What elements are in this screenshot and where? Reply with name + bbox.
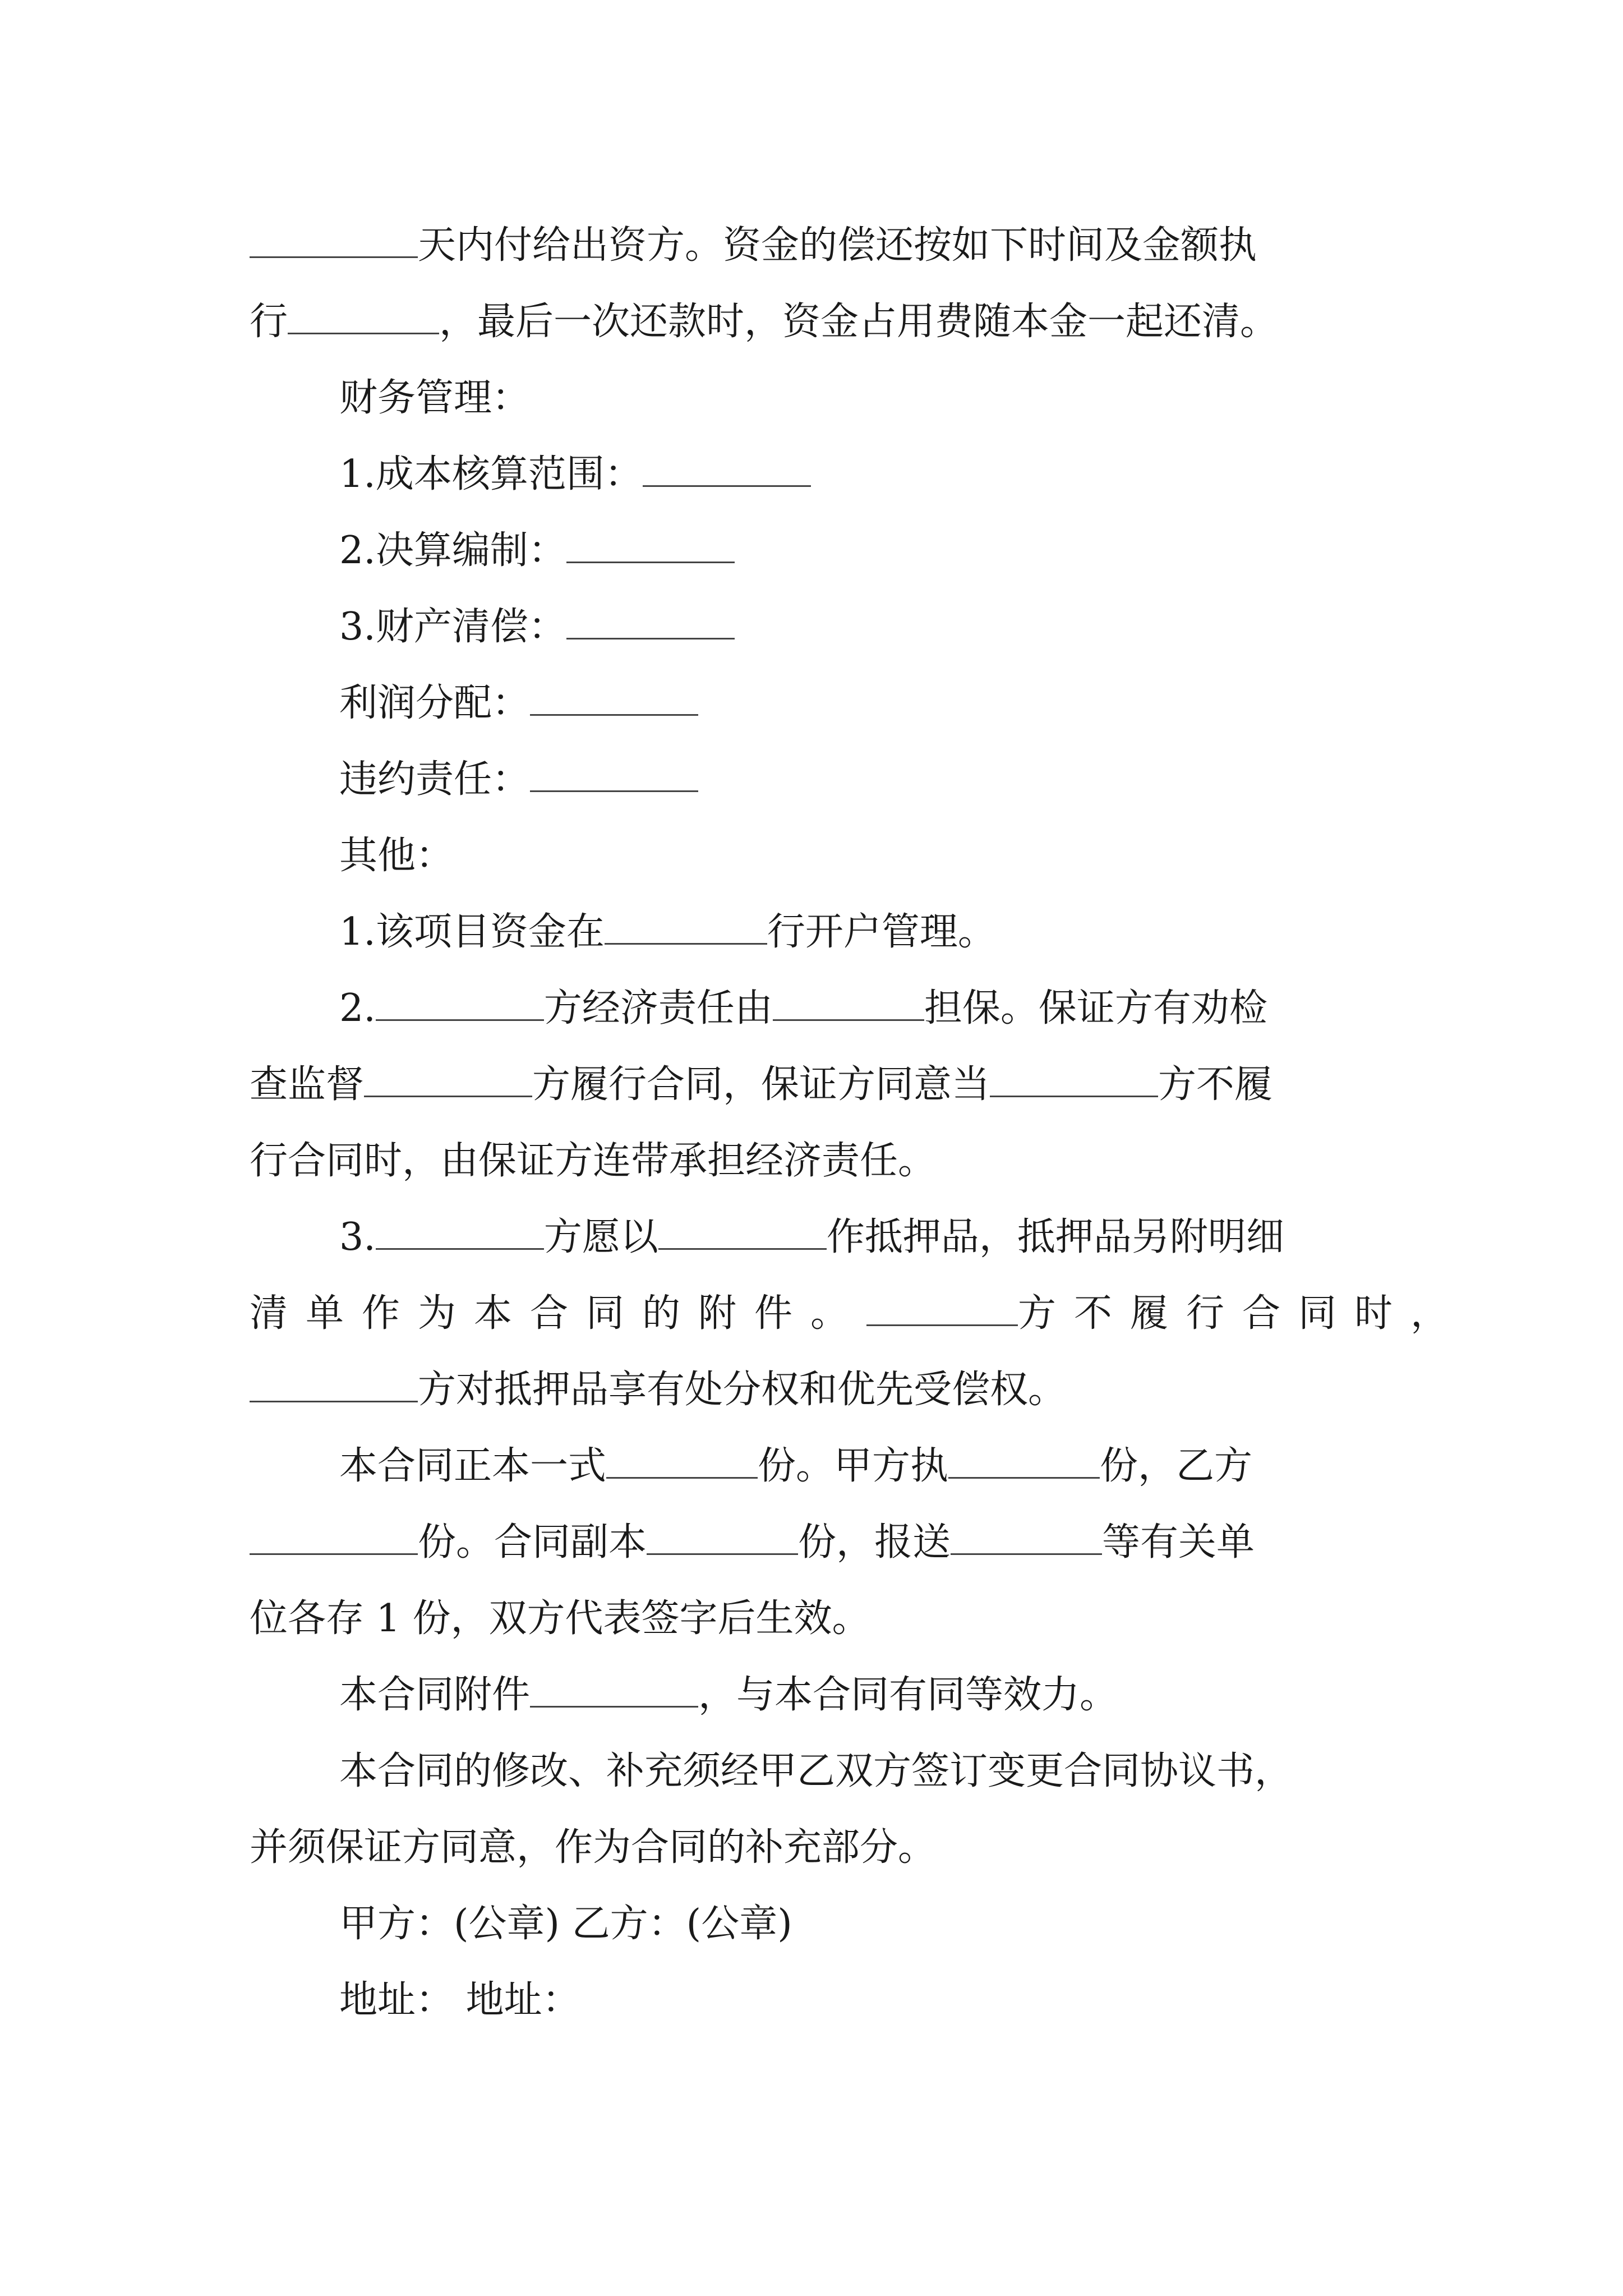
blank-field[interactable]	[288, 300, 439, 334]
breach-liability: 违约责任：	[250, 742, 1388, 818]
profit-distribution: 利润分配：	[250, 665, 1388, 742]
blank-field[interactable]	[364, 1063, 532, 1097]
other-item-3-line1: 3. 方愿以 作抵押品，抵押品另附明细	[339, 1215, 1284, 1259]
paragraph-repayment-line2: 行 ，最后一次还款时，资金占用费随本金一起还清。	[250, 300, 1279, 344]
copies-line2: 份。合同副本 份，报送 等有关单	[250, 1504, 1388, 1581]
copies-line1: 本合同正本一式 份。甲方执 份，乙方	[339, 1444, 1253, 1488]
amendment-line1: 本合同的修改、补充须经甲乙双方签订变更合同协议书，	[339, 1749, 1293, 1793]
blank-field[interactable]	[951, 1521, 1102, 1555]
blank-field[interactable]	[606, 1444, 758, 1479]
other-heading: 其他：	[339, 834, 454, 878]
blank-field[interactable]	[948, 1444, 1100, 1479]
item-settlement: 2.决算编制：	[250, 513, 1388, 589]
blank-field[interactable]	[773, 987, 924, 1021]
blank-field[interactable]	[250, 1521, 418, 1555]
blank-field[interactable]	[530, 682, 698, 716]
blank-field[interactable]	[647, 1521, 798, 1555]
blank-field[interactable]	[530, 758, 698, 792]
blank-field[interactable]	[250, 224, 418, 258]
blank-field[interactable]	[566, 529, 735, 563]
address-line: 地址： 地址：	[339, 1978, 580, 2022]
other-item-1: 1.该项目资金在 行开户管理。	[339, 910, 996, 954]
blank-field[interactable]	[376, 1216, 544, 1250]
item-cost-scope: 1.成本核算范围：	[250, 436, 1388, 513]
other-item-2-line1: 2. 方经济责任由 担保。保证方有劝检	[339, 986, 1267, 1030]
annex-line: 本合同附件 ，与本合同有同等效力。	[339, 1673, 1118, 1717]
amendment-line2: 并须保证方同意，作为合同的补充部分。	[250, 1825, 937, 1870]
blank-field[interactable]	[990, 1063, 1158, 1097]
blank-field[interactable]	[643, 453, 811, 487]
other-item-2-line2: 查监督 方履行合同，保证方同意当 方不履	[250, 1062, 1273, 1107]
blank-field[interactable]	[376, 987, 544, 1021]
party-seal-line: 甲方：(公章) 乙方：(公章)	[339, 1902, 792, 1946]
blank-field[interactable]	[866, 1292, 1018, 1326]
contract-body	[250, 208, 1467, 2039]
blank-field[interactable]	[658, 1216, 827, 1250]
paragraph-repayment-line1: 天内付给出资方。资金的偿还按如下时间及金额执	[250, 208, 1388, 284]
blank-field[interactable]	[250, 1368, 418, 1402]
blank-field[interactable]	[530, 1673, 698, 1708]
finance-heading: 财务管理：	[339, 376, 531, 420]
blank-field[interactable]	[605, 910, 767, 945]
copies-line3: 位各存 1 份，双方代表签字后生效。	[250, 1596, 870, 1641]
other-item-3-line2: 清单作为本合同的附件。 方不履行合同时，	[250, 1291, 1467, 1336]
item-property: 3.财产清偿：	[250, 589, 1388, 665]
other-item-2-line3: 行合同时，由保证方连带承担经济责任。	[250, 1139, 937, 1183]
blank-field[interactable]	[566, 605, 735, 639]
other-item-3-line3: 方对抵押品享有处分权和优先受偿权。	[250, 1352, 1388, 1428]
